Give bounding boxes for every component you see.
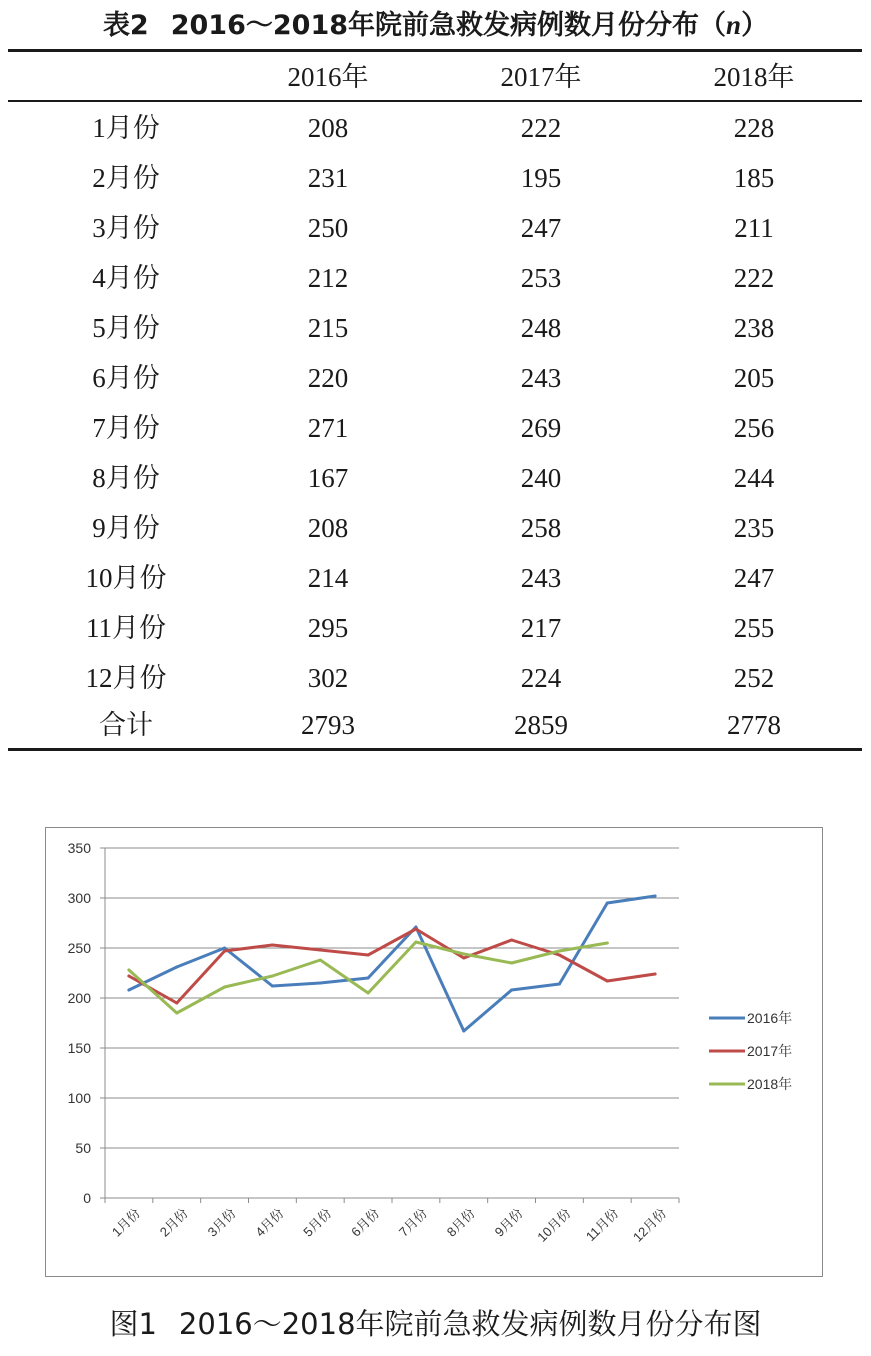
legend-label: 2017年 (747, 1043, 793, 1059)
x-tick-label: 4月份 (252, 1205, 287, 1240)
y-tick-label: 0 (83, 1190, 91, 1206)
table-cell: 243 (520, 563, 562, 593)
x-tick-label: 11月份 (582, 1205, 622, 1245)
table-cell: 208 (307, 513, 349, 543)
table-cell: 2月份 (92, 163, 160, 193)
y-tick-label: 200 (67, 990, 91, 1006)
header-cell: 2016年 (287, 62, 369, 92)
table-cell: 247 (520, 213, 562, 243)
table-cell: 2778 (727, 710, 781, 740)
table-cell: 252 (733, 663, 775, 693)
table-header-row (8, 52, 862, 102)
table-cell: 271 (307, 413, 349, 443)
data-point (510, 962, 513, 965)
data-point (223, 986, 226, 989)
table-cell: 224 (520, 663, 562, 693)
data-point (558, 954, 561, 957)
data-point (127, 969, 130, 972)
table-cell: 228 (733, 113, 775, 143)
data-point (127, 975, 130, 978)
table-cell: 253 (520, 263, 562, 293)
table-cell: 255 (733, 613, 775, 643)
table-cell: 215 (307, 313, 349, 343)
table-cell: 269 (520, 413, 562, 443)
chart-frame (45, 827, 823, 1277)
table-title-text: 2016～2018年院前急救发病例数月份分布（ (170, 10, 727, 41)
y-tick-label: 250 (67, 940, 91, 956)
data-point (606, 980, 609, 983)
data-point (271, 975, 274, 978)
data-point (510, 939, 513, 942)
table-cell: 11月份 (86, 613, 166, 643)
table-cell: 238 (733, 313, 775, 343)
data-point (462, 953, 465, 956)
table-cell: 7月份 (92, 413, 160, 443)
x-tick-label: 1月份 (108, 1205, 144, 1240)
x-tick-label: 3月份 (204, 1205, 239, 1240)
table-cell: 2793 (301, 710, 355, 740)
x-tick-label: 9月份 (491, 1205, 526, 1240)
x-tick-label: 7月份 (395, 1205, 431, 1240)
data-point (223, 950, 226, 953)
table-row (8, 103, 862, 153)
data-point (223, 947, 226, 950)
table-cell: 185 (733, 163, 775, 193)
table-row (8, 503, 862, 553)
table-row (8, 203, 862, 253)
x-tick-label: 12月份 (629, 1205, 670, 1245)
table-cell: 6月份 (92, 363, 160, 393)
data-point (462, 957, 465, 960)
data-point (414, 941, 417, 944)
table-cell: 4月份 (92, 263, 160, 293)
table-row (8, 153, 862, 203)
data-point (654, 973, 657, 976)
table-cell: 243 (520, 363, 562, 393)
table-cell: 244 (733, 463, 775, 493)
data-point (606, 942, 609, 945)
table-title-variable: n (726, 10, 742, 40)
line-chart (46, 828, 821, 1275)
table-row (8, 253, 862, 303)
data-point (367, 954, 370, 957)
legend-label: 2018年 (747, 1076, 793, 1092)
data-point (271, 985, 274, 988)
table-cell: 8月份 (92, 463, 160, 493)
table-cell: 220 (307, 363, 349, 393)
table-cell: 167 (307, 463, 349, 493)
figure-caption-text: 2016～2018年院前急救发病例数月份分布图 (178, 1307, 762, 1341)
table-cell: 222 (733, 263, 775, 293)
table-cell: 9月份 (92, 513, 160, 543)
data-point (319, 959, 322, 962)
data-point (462, 1030, 465, 1033)
figure-caption (0, 1306, 871, 1342)
table-row (8, 403, 862, 453)
table-cell: 205 (733, 363, 775, 393)
data-point (558, 983, 561, 986)
table-row (8, 653, 862, 703)
data-point (271, 944, 274, 947)
figure-label: 图1 (109, 1307, 157, 1341)
data-point (175, 1002, 178, 1005)
table-cell: 247 (733, 563, 775, 593)
table-row (8, 453, 862, 503)
table-title (0, 8, 871, 43)
table-cell: 231 (307, 163, 349, 193)
table-cell: 12月份 (85, 663, 167, 693)
table-cell: 212 (307, 263, 349, 293)
table-cell: 10月份 (85, 563, 167, 593)
table-cell: 217 (520, 613, 562, 643)
y-tick-label: 50 (75, 1140, 91, 1156)
table-cell: 235 (733, 513, 775, 543)
table-row (8, 553, 862, 603)
data-point (367, 992, 370, 995)
data-point (414, 928, 417, 931)
table-cell: 302 (307, 663, 349, 693)
table-label: 表2 (102, 10, 149, 41)
x-tick-label: 5月份 (300, 1205, 335, 1240)
y-tick-label: 300 (67, 890, 91, 906)
x-tick-label: 10月份 (534, 1205, 574, 1245)
data-point (319, 982, 322, 985)
x-tick-label: 8月份 (443, 1205, 478, 1240)
data-point (367, 977, 370, 980)
data-point (127, 989, 130, 992)
table-bottom-rule (8, 748, 862, 751)
data-point (175, 1012, 178, 1015)
data-point (510, 989, 513, 992)
data-point (606, 902, 609, 905)
y-tick-label: 350 (67, 840, 91, 856)
data-point (654, 895, 657, 898)
table-header-rule (8, 100, 862, 102)
header-cell: 2017年 (500, 62, 582, 92)
table-cell: 248 (520, 313, 562, 343)
table-cell: 240 (520, 463, 562, 493)
table-cell: 211 (734, 213, 774, 243)
table-cell: 214 (307, 563, 349, 593)
table-cell: 258 (520, 513, 562, 543)
table-cell: 合计 (99, 710, 153, 740)
table-cell: 256 (733, 413, 775, 443)
x-tick-label: 6月份 (348, 1205, 383, 1240)
table-cell: 3月份 (92, 213, 160, 243)
data-point (175, 966, 178, 969)
table-cell: 195 (520, 163, 562, 193)
data-point (319, 949, 322, 952)
table-row (8, 353, 862, 403)
y-tick-label: 150 (67, 1040, 91, 1056)
header-cell: 2018年 (713, 62, 795, 92)
table-cell: 222 (520, 113, 562, 143)
data-point (558, 950, 561, 953)
table-row (8, 603, 862, 653)
table-cell: 5月份 (92, 313, 160, 343)
table-title-close: ） (741, 10, 769, 41)
table-cell: 295 (307, 613, 349, 643)
x-tick-label: 2月份 (156, 1205, 191, 1240)
table-total-row (8, 700, 862, 750)
table-row (8, 303, 862, 353)
table-cell: 250 (307, 213, 349, 243)
table-cell: 1月份 (92, 113, 160, 143)
table-cell: 208 (307, 113, 349, 143)
legend-label: 2016年 (747, 1010, 793, 1026)
y-tick-label: 100 (67, 1090, 91, 1106)
table-cell: 2859 (514, 710, 568, 740)
